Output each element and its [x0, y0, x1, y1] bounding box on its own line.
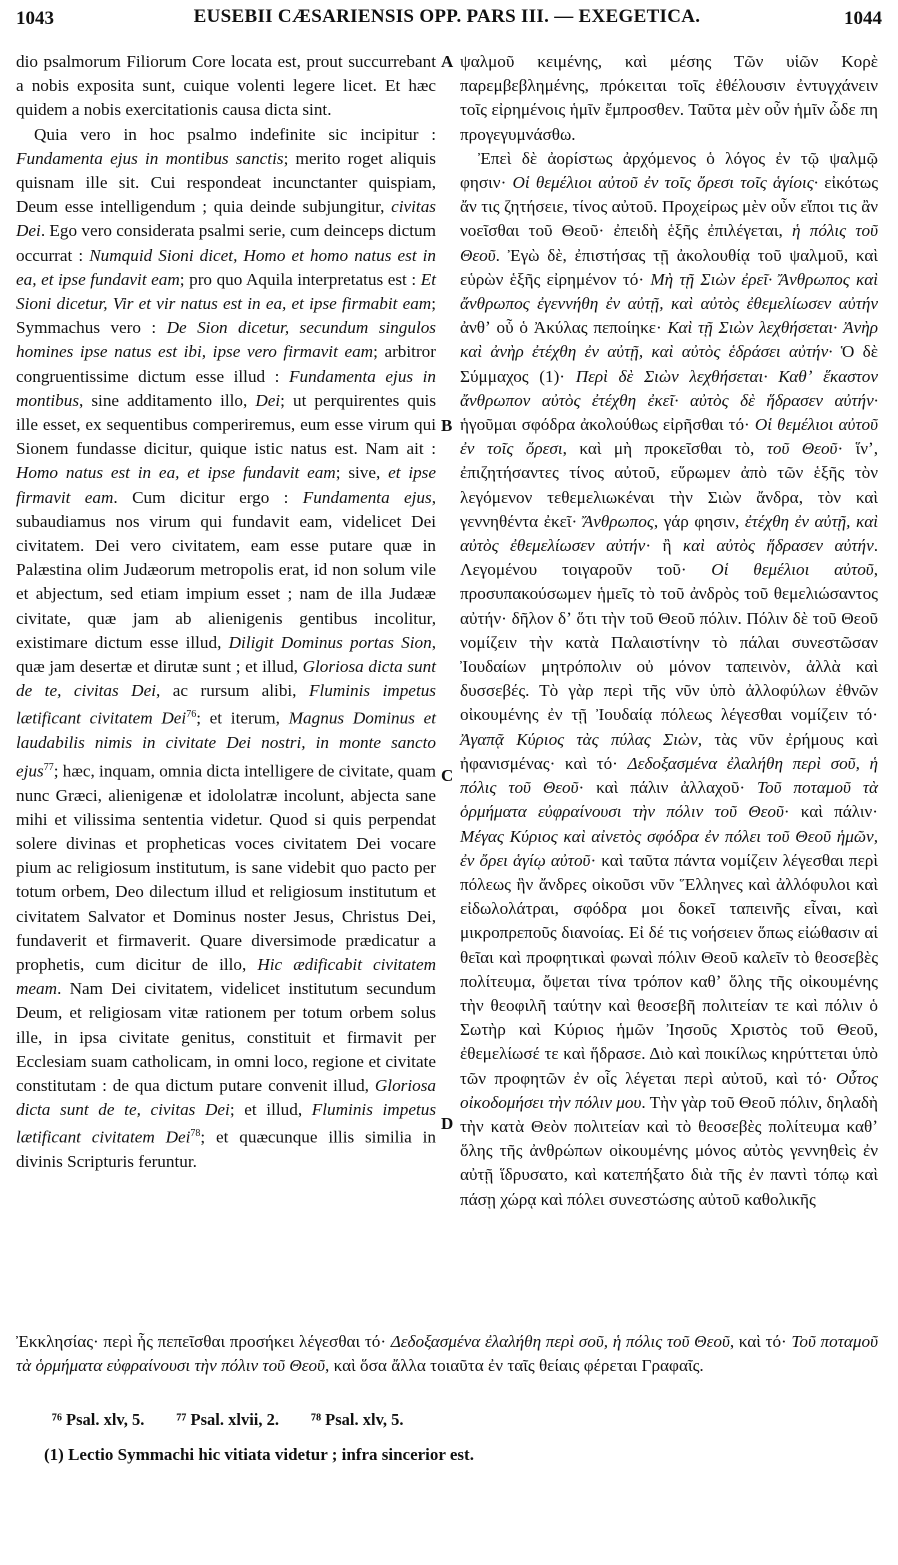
latin-paragraph-1: dio psalmorum Filiorum Core locata est, prout succurrebant a nobis exposita sunt, cuique volenti legere licet. Et hæc quidem a nobis exercitationis causa dicta sint.	[16, 52, 436, 120]
greek-paragraph-1: ψαλμοῦ κειμένης, καὶ μέσης Τῶν υἱῶν Κορὲ παρεμβεβλημένης, πρόκειται τοῖς ἐθέλουσιν ἐντυγχάνειν τοῖς εἰρημένοις ἡμῖν ἔμπροσθεν. Ταῦτα μὲν οὖν ἡμῖν ὧδε πη προγεγυμνάσθω.	[460, 52, 878, 144]
greek-paragraph-2: Ἐπεὶ δὲ ἀορίστως ἀρχόμενος ὁ λόγος ἐν τῷ ψαλμῷ φησιν· Οἱ θεμέλιοι αὐτοῦ ἐν τοῖς ὄρεσι τοῖς ἁγίοις· εἰκότως ἄν τις ζητήσειε, τίνος αὐτοῦ. Προχείρως μὲν οὖν εἴποι τις ἂν νοεῖσθαι τοῦ Θεοῦ· ἐπειδὴ ἑξῆς ἐπιλέγεται, ἡ πόλις τοῦ Θεοῦ. Ἐγὼ δὲ, ἐπιστήσας τῇ ἀκολουθίᾳ τοῦ ψαλμοῦ, καὶ εὑρὼν ἑξῆς εἰρημένον τό· Μὴ τῇ Σιὼν ἐρεῖ· Ἄνθρωπος καὶ ἄνθρωπος ἐγεννήθη ἐν αὐτῇ, καὶ αὐτὸς ἐθεμελίωσεν αὐτήν ἀνθʼ οὗ ὁ Ἀκύλας πεποίηκε· Καὶ τῇ Σιὼν λεχθήσεται· Ἀνὴρ καὶ ἀνὴρ ἐτέχθη ἐν αὐτῇ, καὶ αὐτὸς ἑδράσει αὐτήν· Ὁ δὲ Σύμμαχος (1)· Περὶ δὲ Σιὼν λεχθήσεται· Καθʼ ἕκαστον ἄνθρωπον αὐτὸς ἐτέχθη ἐκεῖ· αὐτὸς δὲ ἥδρασεν αὐτήν· ἡγοῦμαι σφόδρα ἀκολούθως εἰρῆσθαι τό· Οἱ θεμέλιοι αὐτοῦ ἐν τοῖς ὄρεσι, καὶ μὴ προκεῖσθαι τὸ, τοῦ Θεοῦ· ἵνʼ, ἐπιζητήσαντες τίνος αὐτοῦ, εὕρωμεν ἀπὸ τῶν ἑξῆς τὸν λεγόμενον τεθεμελιωκέναι τὴν Σιὼν ἄνδρα, τὸν καὶ γεννηθέντα ἐκεῖ· Ἄνθρωπος, γάρ φησιν, ἐτέχθη ἐν αὐτῇ, καὶ αὐτὸς ἐθεμελίωσεν αὐτήν· ἢ καὶ αὐτὸς ἥδρασεν αὐτήν. Λεγομένου τοιγαροῦν τοῦ· Οἱ θεμέλιοι αὐτοῦ, προσυπακούσωμεν ἡμεῖς τὸ τοῦ ἀνδρὸς τοῦ θεμελιώσαντος αὐτήν· δῆλον δʼ ὅτι τὴν τοῦ Θεοῦ πόλιν. Πόλιν δὲ τοῦ Θεοῦ νομίζειν τὴν κατὰ Παλαιστίνην τὸ πάλαι συνεστῶσαν Ἰουδαίων μητρόπολιν οὐ μόνον ταπεινὸν, ἀλλὰ καὶ δυσσεβές. Τὸ γὰρ περὶ τῆς νῦν ὑπὸ ἀλλοφύλων ἐθνῶν οἰκουμένης ἐν τῇ Ἰουδαίᾳ πόλεως λέγεσθαι νομίζειν τό· Ἀγαπᾷ Κύριος τὰς πύλας Σιὼν, τὰς νῦν ἐρήμους καὶ ἠφανισμένας· καὶ τό· Δεδοξασμένα ἐλαλήθη περὶ σοῦ, ἡ πόλις τοῦ Θεοῦ· καὶ πάλιν ἀλλαχοῦ· Τοῦ ποταμοῦ τὰ ὁρμήματα εὐφραίνουσι τὴν πόλιν τοῦ Θεοῦ· καὶ πάλιν· Μέγας Κύριος καὶ αἰνετὸς σφόδρα ἐν πόλει τοῦ Θεοῦ ἡμῶν, ἐν ὄρει ἁγίῳ αὐτοῦ· καὶ ταῦτα πάντα νομίζειν λέγεσθαι περὶ πόλεως ἣν ἄνδρες οἰκοῦσι νῦν Ἕλληνες καὶ ἀλλόφυλοι καὶ εἰδωλολάτραι, σφόδρα μοι δοκεῖ ταπεινῆς εἶναι, καὶ μικροπρεποῦς διανοίας. Εἰ δέ τις νοήσειεν ὅπως εἰώθασιν αἱ θεῖαι καὶ προφητικαὶ φωναὶ πόλιν Θεοῦ καλεῖν τὸ θεοσεβὲς πολίτευμα, ὄψεται τίνα τρόπον καθʼ ὅλης τῆς οἰκουμένης τὴν θεοφιλῆ ταύτην καὶ θεοσεβῆ πολιτείαν τε καὶ πόλιν ὁ Σωτὴρ καὶ Κύριος ἡμῶν Ἰησοῦς Χριστὸς τοῦ Θεοῦ, ἐθεμελίωσέ τε καὶ ἥδρασε. Διὸ καὶ ποικίλως κηρύττεται ὑπὸ τῶν προφητῶν ἐν οἷς λέγεται περὶ αὐτοῦ, καὶ τό· Οὗτος οἰκοδομήσει τὴν πόλιν μου. Τὴν γὰρ τοῦ Θεοῦ πόλιν, δηλαδὴ τὴν κατὰ Θεὸν πολιτείαν καὶ τὸ θεοσεβὲς πολίτευμα καθʼ ὅλης τῆς ἀνθρώπων οἰκουμένης μόνος αὐτὸς γεννηθεὶς ἐν αὐτῇ ἵδρυσατο, καὶ κατεπήξατο διὰ τῆς ἐν παντὶ τόπῳ καὶ πάσῃ χώρᾳ καὶ πόλει συνεστώσης αὐτοῦ καθολικῆς	[460, 148, 879, 1209]
footnote-77: ⁷⁷ Psal. xlvii, 2.	[176, 1410, 280, 1429]
running-title: EUSEBII CÆSARIENSIS OPP. PARS III. — EXEGETICA.	[193, 6, 701, 27]
footnote-78: ⁷⁸ Psal. xlv, 5.	[311, 1410, 404, 1429]
margin-letter-a: A	[441, 52, 454, 71]
latin-column	[16, 50, 436, 1175]
margin-letter-d: D	[441, 1114, 454, 1133]
editorial-note: (1) Lectio Symmachi hic vitiata videtur ; infra sincerior est.	[44, 1445, 474, 1464]
scripture-footnotes	[52, 1410, 432, 1430]
full-width-continuation: Ἐκκλησίας· περὶ ἧς πεπεῖσθαι προσήκει λέγεσθαι τό· Δεδοξασμένα ἐλαλήθη περὶ σοῦ, ἡ πόλις τοῦ Θεοῦ, καὶ τό· Τοῦ ποταμοῦ τὰ ὁρμήματα εὐφραίνουσι τὴν πόλιν τοῦ Θεοῦ, καὶ ὅσα ἄλλα τοιαῦτα ἐν ταῖς θείαις φέρεται Γραφαῖς.	[16, 1332, 879, 1376]
page-header	[12, 2, 882, 32]
greek-column	[460, 50, 878, 1212]
page-number-right: 1044	[844, 8, 882, 29]
margin-letter-b: B	[441, 416, 453, 435]
latin-paragraph-2: Quia vero in hoc psalmo indefinite sic incipitur : Fundamenta ejus in montibus sanctis; merito roget aliquis quisnam ille sit. Cui respondeat incunctanter quispiam, Deum esse intelligendum ; quia deinde subjungitur, civitas Dei. Ego vero considerata psalmi serie, cum deinceps dictum occurrat : Numquid Sioni dicet, Homo et homo natus est in ea, et ipse fundavit eam; pro quo Aquila interpretatus est : Et Sioni dicetur, Vir et vir natus est in ea, et ipse firmabit eam; Symmachus vero : De Sion dicetur, secundum singulos homines ipse natus est ibi, ipse vero firmavit eam; arbitror congruentissime dictum esse illud : Fundamenta ejus in montibus, sine additamento illo, Dei; ut perquirentes quis ille esset, ex sequentibus comperiremus, eum esse virum qui Sionem fundasse dicitur, quique istic natus est. Nam ait : Homo natus est in ea, et ipse fundavit eam; sive, et ipse firmavit eam. Cum dicitur ergo : Fundamenta ejus, subaudiamus nos virum qui fundavit eam, videlicet Dei civitatem. Dei vero civitatem, eam esse putare quæ in Palæstina olim Judæorum metropolis erat, id non solum vile et abjectum, sed etiam impium esset ; nam de illa Judææ civitate, quæ jam ab alienigenis gentibus incolitur, existimare dictum esse illud, Diligit Dominus portas Sion, quæ jam desertæ et dirutæ sunt ; et illud, Gloriosa dicta sunt de te, civitas Dei, ac rursum alibi, Fluminis impetus lætificant civitatem Dei$^{76}$; et iterum, Magnus Dominus et laudabilis nimis in civitate Dei nostri, in monte sancto ejus$^{77}$; hæc, inquam, omnia dicta intelligere de civitate, quam nunc Græci, alienigenæ et idololatræ incolunt, abjecta sane mihi et vilissima sententia videtur. Quod si quis perpendat solere divinas et propheticas voces civitatem Dei vocare pium ac religiosum institutum, is sane videbit quo pacto per totum orbem, Deo dilectum illud et religiosum institutum et civitatem Salvator et Dominus noster Jesus, Christus Dei, fundaverit et firmaverit. Quare diversimode prædicatur a prophetis, cum dicitur de illo, Hic ædificabit civitatem meam. Nam Dei civitatem, videlicet institutum secundum Deum, et religiosam vitæ rationem per totum orbem solus ille, in ipsa civitate genitus, constituit et firmavit per Ecclesiam suam catholicam, in omni loco, regione et civitate constitutam : de qua dictum putare convenit illud, Gloriosa dicta sunt de te, civitas Dei; et illud, Fluminis impetus lætificant civitatem Dei$^{78}$; et quæcunque illis similia in divinis Scripturis feruntur.	[16, 124, 437, 1172]
footnote-76: ⁷⁶ Psal. xlv, 5.	[52, 1410, 145, 1429]
margin-letter-c: C	[441, 766, 454, 785]
page-number-left: 1043	[16, 8, 54, 29]
